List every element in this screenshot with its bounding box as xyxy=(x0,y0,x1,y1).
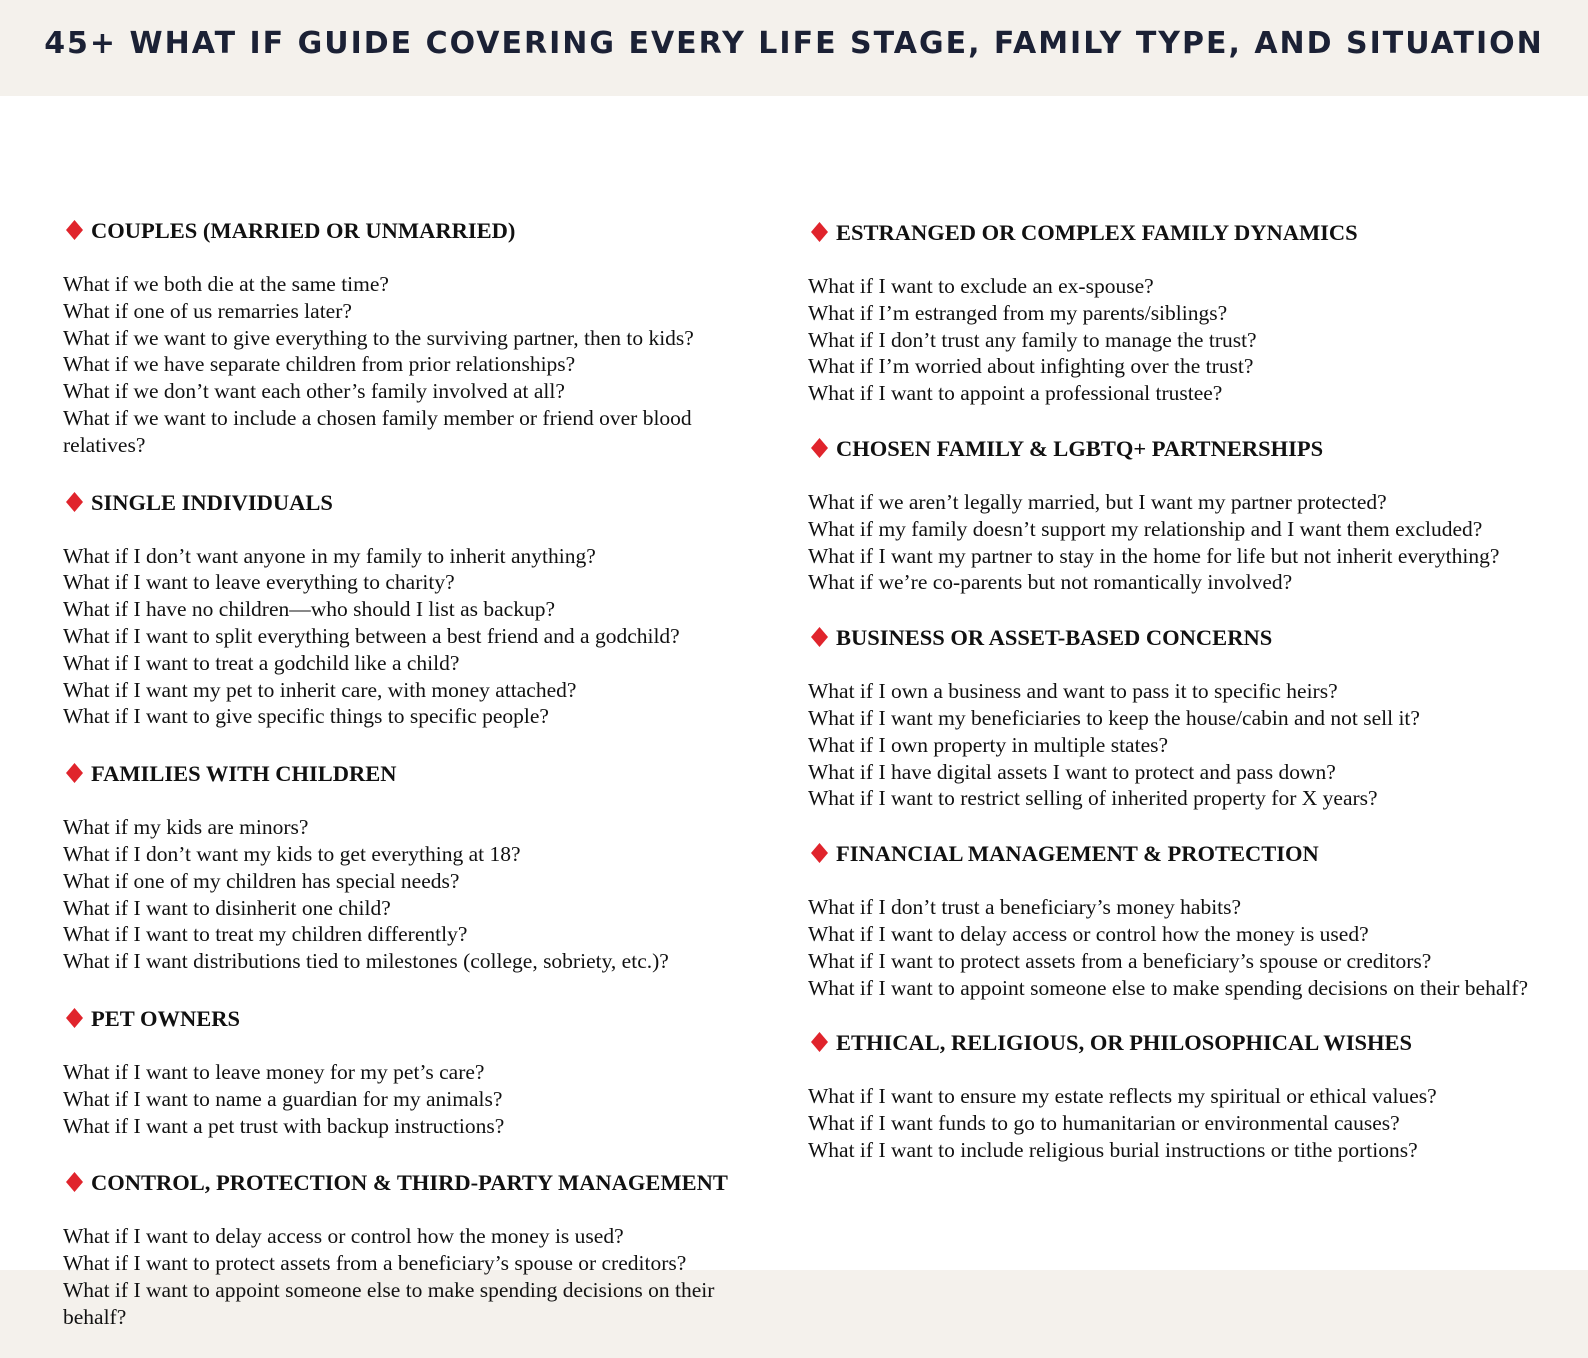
question-item: What if I want a pet trust with backup instructions? xyxy=(63,1113,505,1138)
question-item: What if I’m estranged from my parents/siblings? xyxy=(808,300,1228,325)
question-item: What if I want to protect assets from a beneficiary’s spouse or creditors? xyxy=(808,948,1432,973)
page-title: 45+ WHAT IF GUIDE COVERING EVERY LIFE STAGE, FAMILY TYPE, AND SITUATION xyxy=(44,26,1544,61)
section-heading-label: ESTRANGED OR COMPLEX FAMILY DYNAMICS xyxy=(836,220,1358,245)
section-heading-label: FINANCIAL MANAGEMENT & PROTECTION xyxy=(836,841,1319,867)
question-item: What if I want my beneficiaries to keep the house/cabin and not sell it? xyxy=(808,705,1420,730)
section-heading-label: SINGLE INDIVIDUALS xyxy=(91,489,333,515)
question-list xyxy=(63,543,763,731)
question-item: What if I want to treat a godchild like a child? xyxy=(63,650,460,675)
question-item: What if I want to protect assets from a beneficiary’s spouse or creditors? xyxy=(63,1251,687,1276)
section-heading xyxy=(808,621,1548,655)
question-item: What if we have separate children from prior relationships? xyxy=(63,352,576,377)
question-item: What if I want to give specific things to specific people? xyxy=(63,704,549,729)
question-item: What if we both die at the same time? xyxy=(63,272,389,296)
question-item: What if I want to leave money for my pet’s care? xyxy=(63,1059,485,1084)
section-families-with-children xyxy=(63,757,763,975)
question-item: What if my family doesn’t support my relationship and I want them excluded? xyxy=(808,516,1483,541)
section-heading-label: CONTROL, PROTECTION & THIRD-PARTY MANAGEMENT xyxy=(91,1170,728,1196)
section-control-protection-third-party-management xyxy=(63,1166,763,1330)
question-item: What if I don’t want my kids to get everything at 18? xyxy=(63,841,521,866)
section-heading-label: COUPLES (MARRIED OR UNMARRIED) xyxy=(91,218,516,243)
question-item: What if I want to split everything between a best friend and a godchild? xyxy=(63,623,680,648)
question-item: What if I want to appoint someone else to make spending decisions on their behalf? xyxy=(63,1277,715,1329)
question-item: What if I have digital assets I want to protect and pass down? xyxy=(808,759,1336,784)
question-item: What if I don’t trust any family to manage the trust? xyxy=(808,327,1257,352)
section-heading xyxy=(63,486,763,520)
question-item: What if I want to leave everything to charity? xyxy=(63,570,455,595)
section-heading xyxy=(808,432,1548,466)
question-item: What if we’re co-parents but not romantically involved? xyxy=(808,570,1293,595)
section-heading xyxy=(808,1026,1548,1060)
section-heading-label: FAMILIES WITH CHILDREN xyxy=(91,761,397,787)
question-item: What if I want my pet to inherit care, with money attached? xyxy=(63,677,577,702)
section-heading xyxy=(63,757,763,791)
question-item: What if I don’t want anyone in my family to inherit anything? xyxy=(63,543,596,568)
question-item: What if we don’t want each other’s family involved at all? xyxy=(63,379,565,404)
question-item: What if we want to include a chosen family member or friend over blood relatives? xyxy=(63,405,692,457)
question-item: What if I own a business and want to pass it to specific heirs? xyxy=(808,679,1338,704)
section-chosen-family-lgbtq-partnerships xyxy=(808,432,1548,596)
question-item: What if I own property in multiple states? xyxy=(808,732,1169,757)
question-list xyxy=(808,489,1548,596)
question-item: What if I don’t trust a beneficiary’s money habits? xyxy=(808,895,1242,920)
question-list xyxy=(63,271,763,459)
section-ethical-religious-or-philosophical-wishes xyxy=(808,1026,1548,1163)
question-list xyxy=(808,273,1548,407)
section-financial-management-protection xyxy=(808,837,1548,1001)
question-item: What if we aren’t legally married, but I want my partner protected? xyxy=(808,489,1387,514)
section-heading-label: BUSINESS OR ASSET-BASED CONCERNS xyxy=(836,625,1273,651)
question-item: What if I’m worried about infighting over the trust? xyxy=(808,354,1254,379)
question-item: What if I want to ensure my estate reflects my spiritual or ethical values? xyxy=(808,1084,1437,1109)
question-item: What if I want to appoint someone else to make spending decisions on their behalf? xyxy=(808,975,1529,1000)
section-business-or-asset-based-concerns xyxy=(808,621,1548,812)
left-column xyxy=(63,214,763,1358)
page-header xyxy=(0,0,1588,96)
guide-sheet xyxy=(0,96,1588,1329)
question-item: What if I want to delay access or control how the money is used? xyxy=(63,1224,624,1249)
question-list xyxy=(808,1083,1548,1163)
question-item: What if we want to give everything to the surviving partner, then to kids? xyxy=(63,325,694,350)
section-estranged-or-complex-family-dynamics xyxy=(808,216,1548,407)
question-item: What if I want to include religious burial instructions or tithe portions? xyxy=(808,1137,1418,1162)
section-heading xyxy=(63,1002,763,1036)
section-couples-married-or-unmarried xyxy=(63,214,763,459)
section-heading xyxy=(63,214,763,248)
section-heading xyxy=(808,837,1548,871)
question-item: What if I want to delay access or control how the money is used? xyxy=(808,921,1369,946)
section-pet-owners xyxy=(63,1002,763,1139)
question-list xyxy=(808,678,1548,812)
question-list xyxy=(63,1223,763,1330)
question-item: What if my kids are minors? xyxy=(63,815,309,840)
section-heading xyxy=(808,216,1548,250)
question-item: What if one of us remarries later? xyxy=(63,298,352,323)
question-item: What if I want to restrict selling of inherited property for X years? xyxy=(808,786,1378,811)
section-heading xyxy=(63,1166,763,1200)
question-item: What if I want to exclude an ex-spouse? xyxy=(808,274,1154,298)
section-heading-label: ETHICAL, RELIGIOUS, OR PHILOSOPHICAL WISHES xyxy=(836,1030,1412,1056)
section-single-individuals xyxy=(63,486,763,731)
question-item: What if I want to disinherit one child? xyxy=(63,895,391,920)
question-item: What if I want distributions tied to milestones (college, sobriety, etc.)? xyxy=(63,949,669,974)
question-item: What if I want funds to go to humanitarian or environmental causes? xyxy=(808,1111,1400,1136)
question-item: What if I want my partner to stay in the home for life but not inherit everything? xyxy=(808,543,1500,568)
question-item: What if one of my children has special needs? xyxy=(63,868,460,893)
question-item: What if I want to appoint a professional trustee? xyxy=(808,381,1223,406)
question-list xyxy=(63,814,763,975)
section-heading-label: CHOSEN FAMILY & LGBTQ+ PARTNERSHIPS xyxy=(836,435,1324,461)
question-item: What if I want to name a guardian for my animals? xyxy=(63,1086,503,1111)
question-item: What if I have no children—who should I list as backup? xyxy=(63,597,555,622)
right-column xyxy=(808,216,1548,1189)
question-list xyxy=(63,1059,763,1139)
question-list xyxy=(808,894,1548,1001)
section-heading-label: PET OWNERS xyxy=(91,1005,240,1031)
question-item: What if I want to treat my children differently? xyxy=(63,922,468,947)
